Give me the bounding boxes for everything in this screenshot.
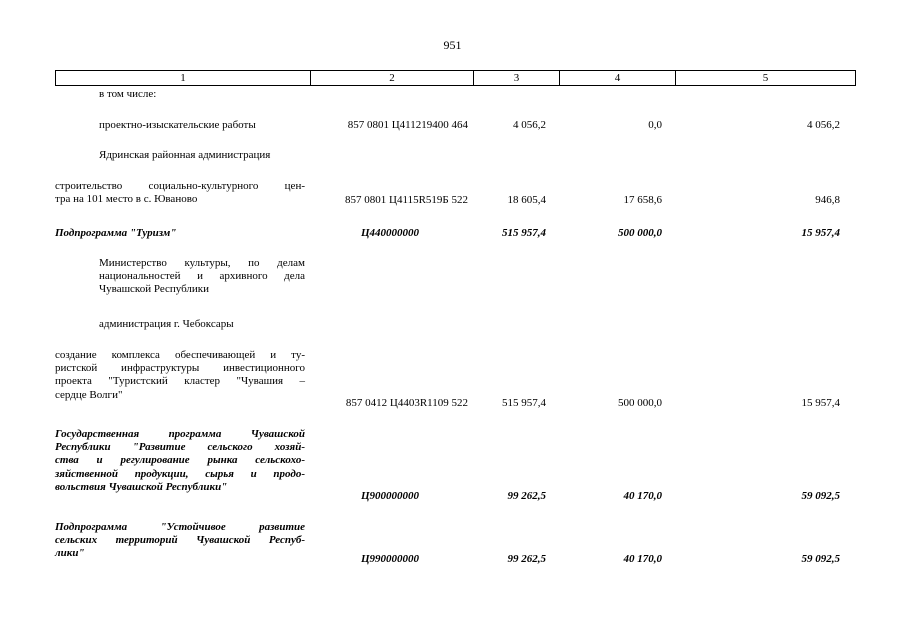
row-code: 857 0801 Ц4115R519Б 522 [345, 194, 468, 206]
row-value-5: 15 957,4 [801, 397, 840, 409]
row-value-5: 15 957,4 [801, 227, 840, 239]
row-value-4: 17 658,6 [623, 194, 662, 206]
including-label: в том числе: [99, 88, 157, 100]
row-name: проектно-изыскательские работы [99, 119, 256, 131]
row-code: 857 0412 Ц4403R1109 522 [345, 397, 468, 409]
table-header [55, 70, 856, 86]
header-col-1: 1 [56, 71, 311, 85]
row-value-3: 18 605,4 [507, 194, 546, 206]
row-name: Подпрограмма "Устойчивое развитие сельских территорий Чувашской Респуб- лики" [55, 521, 305, 560]
row-code: Ц990000000 [360, 553, 420, 565]
page-number: 951 [443, 38, 462, 52]
header-col-4: 4 [560, 71, 676, 85]
header-col-3: 3 [474, 71, 560, 85]
row-name: строительство социально-культурного цен- тра на 101 место в с. Юваново [55, 180, 305, 206]
row-name: Государственная программа Чувашской Республики "Развитие сельского хозяй- ства и регулирование рынка сельскохо- зяйственной продукции, сырья и продо- вольствия Чувашской Республики" [55, 428, 305, 493]
ministry-label: Министерство культуры, по делам национальностей и архивного дела Чувашской Республики [99, 257, 305, 296]
row-code: 857 0801 Ц411219400 464 [347, 119, 468, 131]
row-value-4: 40 170,0 [623, 553, 662, 565]
row-value-3: 515 957,4 [502, 397, 546, 409]
header-col-5: 5 [762, 72, 769, 84]
cheboksary-admin-label: администрация г. Чебоксары [99, 318, 234, 330]
row-value-3: 4 056,2 [513, 119, 546, 131]
yadrin-admin-label: Ядринская районная администрация [99, 149, 271, 161]
row-value-3: 99 262,5 [507, 490, 546, 502]
row-value-3: 99 262,5 [507, 553, 546, 565]
row-value-5: 4 056,2 [807, 119, 840, 131]
row-value-5: 946,8 [815, 194, 840, 206]
row-value-4: 40 170,0 [623, 490, 662, 502]
row-value-3: 515 957,4 [502, 227, 546, 239]
row-code: Ц440000000 [360, 227, 420, 239]
header-col-2: 2 [311, 71, 474, 85]
row-code: Ц900000000 [360, 490, 420, 502]
row-value-5: 59 092,5 [801, 490, 840, 502]
row-value-4: 500 000,0 [618, 227, 662, 239]
row-name: Подпрограмма "Туризм" [55, 227, 177, 239]
row-value-5: 59 092,5 [801, 553, 840, 565]
row-value-4: 500 000,0 [618, 397, 662, 409]
row-value-4: 0,0 [648, 119, 662, 131]
row-name: создание комплекса обеспечивающей и ту- ристской инфраструктуры инвестиционного проекта "Туристский кластер "Чувашия – сердце Волги" [55, 349, 305, 401]
